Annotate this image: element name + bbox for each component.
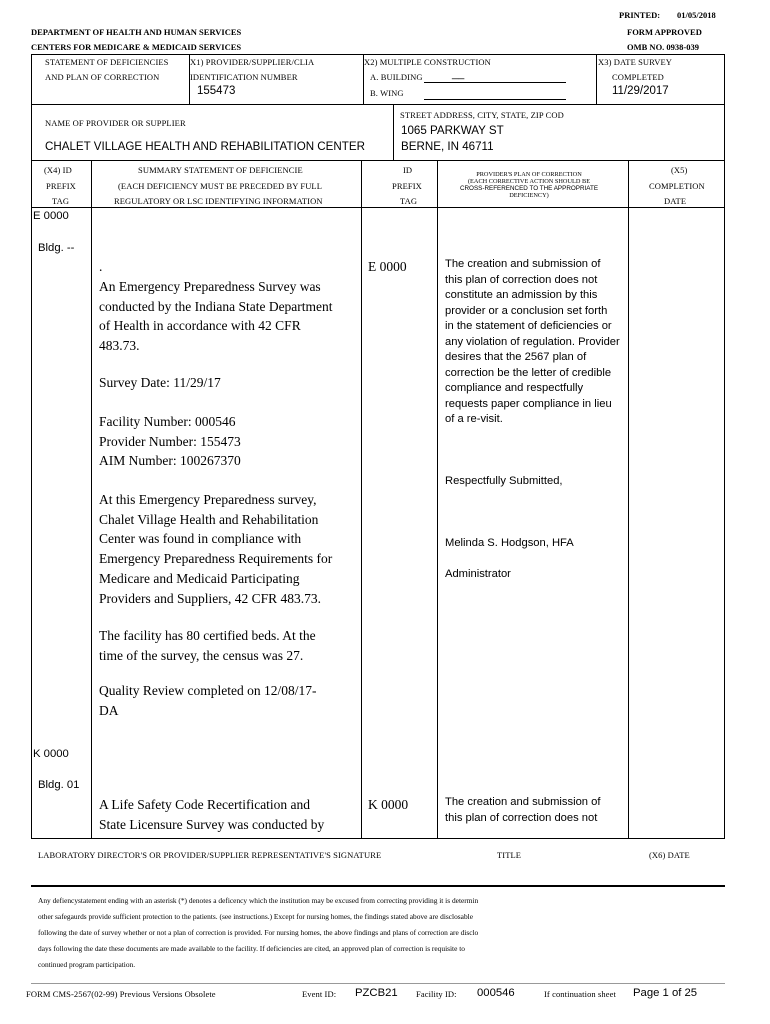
disclaimer-line: days following the date these documents are made available to the facility. If deficiencies are cited, an approved plan of correction is requisite to — [38, 944, 465, 954]
k-plan-line: The creation and submission of — [445, 796, 601, 808]
title-label: TITLE — [497, 850, 522, 860]
k-text-block — [99, 795, 324, 834]
k-plan-line: this plan of correction does not — [445, 811, 598, 824]
survey-completed-date: 11/29/2017 — [612, 85, 669, 97]
e-beds-line: time of the survey, the census was 27. — [99, 647, 304, 663]
page-number: Page 1 of 25 — [633, 987, 698, 999]
provider-name-label: NAME OF PROVIDER OR SUPPLIER — [45, 118, 186, 128]
e-text-line: 483.73. — [99, 338, 140, 354]
e-plan-line: compliance and respectfully — [445, 382, 584, 394]
plan-header-1: PROVIDER'S PLAN OF CORRECTION — [476, 171, 582, 178]
printed-label: PRINTED: — [619, 10, 661, 20]
continuation-label: If continuation sheet — [544, 989, 616, 999]
e-compliance-line: Emergency Preparedness Requirements for — [99, 551, 333, 567]
e-signer-name: Melinda S. Hodgson, HFA — [445, 537, 574, 549]
x3-label: X3) DATE SURVEY — [598, 57, 673, 67]
e-survey-date: Survey Date: 11/29/17 — [99, 375, 221, 390]
wing-label: B. WING — [370, 88, 404, 98]
facility-id-value: 000546 — [477, 987, 515, 999]
e-plan-line: in the statement of deficiencies or — [445, 320, 612, 332]
form-approved: FORM APPROVED — [627, 27, 702, 37]
event-id-value: PZCB21 — [355, 987, 398, 999]
e-plan-block — [445, 257, 620, 428]
department-name: DEPARTMENT OF HEALTH AND HUMAN SERVICES — [31, 27, 242, 37]
k-building: Bldg. 01 — [38, 779, 80, 791]
disclaimer-line: continued program participation. — [38, 960, 136, 970]
summary-header-3: REGULATORY OR LSC IDENTIFYING INFORMATION — [114, 196, 323, 206]
printed-date: 01/05/2018 — [677, 10, 716, 20]
e-quality-review — [99, 681, 316, 720]
e-tag-right: E 0000 — [368, 259, 407, 274]
plan-header-2: (EACH CORRECTIVE ACTION SHOULD BE — [467, 178, 591, 185]
e-compliance-block — [99, 490, 332, 608]
e-compliance-line: At this Emergency Preparedness survey, — [99, 492, 317, 507]
e-plan-line: constitute an admission by this — [445, 289, 598, 301]
x5-header-2: COMPLETION — [649, 181, 705, 191]
facility-id-label: Facility ID: — [416, 989, 457, 999]
statement-label: STATEMENT OF DEFICIENCIES — [45, 57, 169, 67]
x1-label: X1) PROVIDER/SUPPLIER/CLIA — [190, 57, 315, 67]
building-label: A. BUILDING — [370, 72, 423, 82]
facility-number: Facility Number: 000546 — [99, 414, 236, 429]
disclaimer-line: other safegaurds provide sufficient protection to the patients. (see instructions.) Except for nursing homes, the findings stated above are disclosable — [38, 912, 473, 922]
e-plan-line: The creation and submission of — [445, 258, 601, 270]
id-header-1: ID — [403, 165, 413, 175]
disclaimer-line: following the date of survey whether or not a plan of correction is provided. For nursing homes, the above findings and plans of correction are disclo — [38, 928, 479, 938]
x4-header-1: (X4) ID — [44, 165, 72, 175]
e-compliance-line: Chalet Village Health and Rehabilitation — [99, 511, 319, 527]
e-qr-line: Quality Review completed on 12/08/17- — [99, 683, 317, 698]
x2-label: X2) MULTIPLE CONSTRUCTION — [364, 57, 491, 67]
e-submitted: Respectfully Submitted, — [445, 475, 563, 487]
provider-id-value: 155473 — [197, 85, 236, 97]
address-line2: BERNE, IN 46711 — [401, 140, 494, 153]
building-value: __ — [452, 68, 465, 80]
omb-number: OMB NO. 0938-039 — [627, 42, 700, 52]
e-qr-line: DA — [99, 702, 119, 718]
e-tag-left: E 0000 — [33, 210, 69, 222]
k-tag-right: K 0000 — [368, 797, 409, 812]
date-label: (X6) DATE — [649, 850, 690, 860]
event-id-label: Event ID: — [302, 989, 337, 999]
x1-label2: IDENTIFICATION NUMBER — [190, 72, 298, 82]
e-plan-line: desires that the 2567 plan of — [445, 351, 587, 363]
signature-label: LABORATORY DIRECTOR'S OR PROVIDER/SUPPLIER REPRESENTATIVE'S SIGNATURE — [38, 850, 382, 860]
e-plan-line: provider or a conclusion set forth — [445, 304, 608, 317]
plan-label: AND PLAN OF CORRECTION — [45, 72, 160, 82]
e-text-line: of Health in accordance with 42 CFR — [99, 318, 301, 334]
k-text-line: A Life Safety Code Recertification and — [99, 797, 311, 812]
summary-header-2: (EACH DEFICIENCY MUST BE PRECEDED BY FULL — [118, 181, 323, 191]
e-text-line: An Emergency Preparedness Survey was — [99, 279, 321, 294]
x5-header-3: DATE — [664, 196, 687, 206]
e-plan-line: correction be the letter of credible — [445, 366, 612, 379]
plan-header-4: DEFICIENCY) — [509, 192, 549, 199]
k-tag-left: K 0000 — [33, 748, 69, 760]
summary-header-1: SUMMARY STATEMENT OF DEFICIENCIE — [138, 165, 303, 175]
x5-header-1: (X5) — [671, 165, 688, 175]
e-text-line: conducted by the Indiana State Department — [99, 298, 333, 314]
e-signer-title: Administrator — [445, 568, 511, 580]
e-compliance-line: Providers and Suppliers, 42 CFR 483.73. — [99, 590, 322, 606]
e-plan-line: of a re-visit. — [445, 413, 503, 425]
k-plan-block — [445, 795, 600, 826]
address-line1: 1065 PARKWAY ST — [401, 124, 504, 137]
x3-label2: COMPLETED — [612, 72, 664, 82]
e-beds-block — [99, 626, 316, 665]
e-text-block — [99, 277, 333, 356]
aim-number: AIM Number: 100267370 — [99, 453, 241, 469]
plan-header-3: CROSS-REFERENCED TO THE APPROPRIATE — [459, 185, 599, 192]
x4-header-3: TAG — [52, 196, 70, 206]
e-plan-line: this plan of correction does not — [445, 273, 598, 286]
plan-header — [440, 171, 618, 199]
e-plan-line: requests paper compliance in lieu — [445, 397, 612, 410]
disclaimer-line: Any defiencystatement ending with an asterisk (*) denotes a deficency which the institution may be excused from correcting providing it is determin — [38, 896, 479, 905]
e-beds-line: The facility has 80 certified beds. At the — [99, 628, 316, 643]
form-number: FORM CMS-2567(02-99) Previous Versions Obsolete — [26, 989, 216, 999]
e-plan-line: any violation of regulation. Provider — [445, 335, 620, 348]
provider-name-value: CHALET VILLAGE HEALTH AND REHABILITATION CENTER — [45, 140, 365, 153]
id-header-2: PREFIX — [392, 181, 422, 191]
address-label: STREET ADDRESS, CITY, STATE, ZIP COD — [400, 110, 564, 120]
k-text-line: State Licensure Survey was conducted by — [99, 816, 325, 832]
disclaimer — [38, 893, 478, 973]
e-building: Bldg. -- — [38, 242, 75, 254]
centers-name: CENTERS FOR MEDICARE & MEDICAID SERVICES — [31, 42, 242, 52]
e-dot: . — [99, 259, 103, 274]
e-compliance-line: Center was found in compliance with — [99, 531, 302, 547]
x4-header-2: PREFIX — [46, 181, 76, 191]
provider-number: Provider Number: 155473 — [99, 433, 241, 449]
e-ids-block — [99, 412, 241, 471]
id-header-3: TAG — [400, 196, 418, 206]
e-compliance-line: Medicare and Medicaid Participating — [99, 570, 300, 586]
